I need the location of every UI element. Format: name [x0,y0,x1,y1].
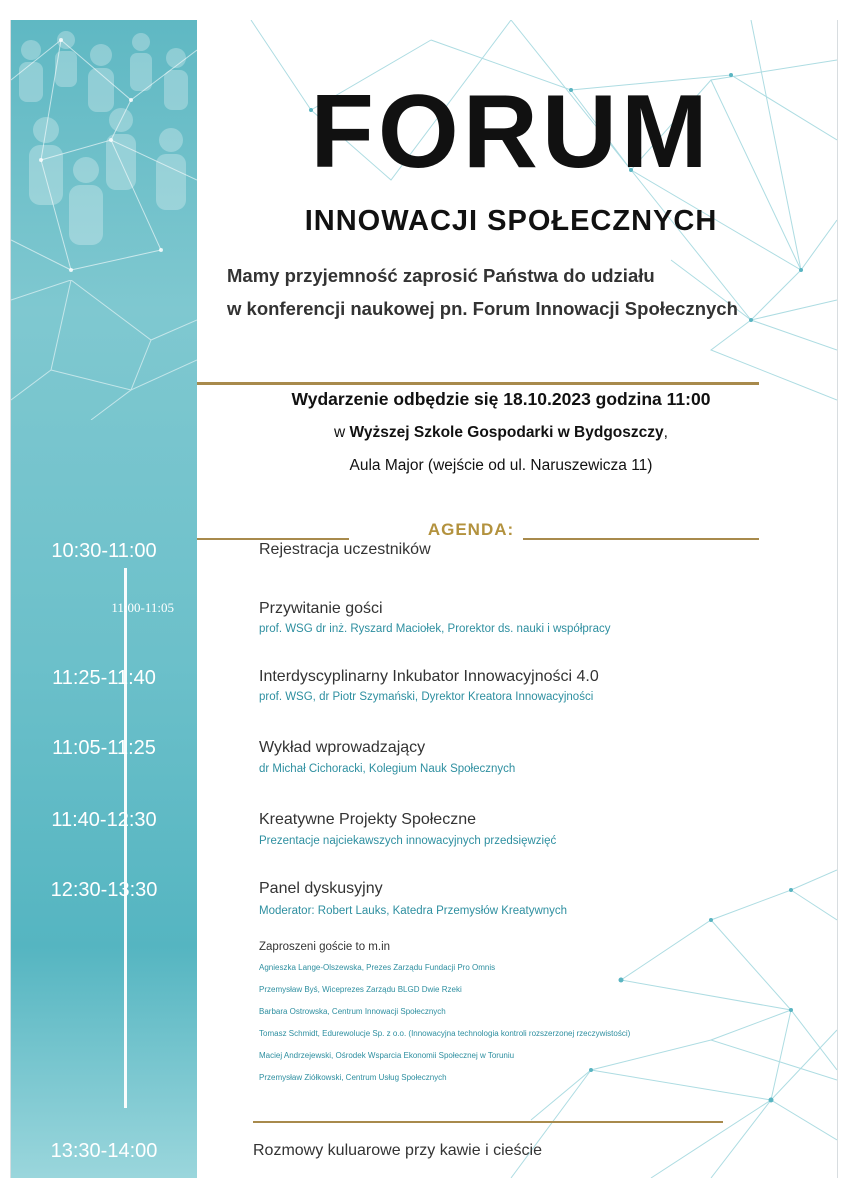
venue-suffix: , [663,424,668,441]
crowd-illustration [11,20,197,280]
guest-list-item: Tomasz Schmidt, Edurewolucje Sp. z o.o. (Innowacyjna technologia kontroli rozszerzonej rzeczywistości) [259,1029,631,1038]
guest-list-item: Przemysław Ziółkowski, Centrum Usług Społecznych [259,1073,447,1082]
guest-list-item: Maciej Andrzejewski, Ośrodek Wsparcia Ekonomii Społecznej w Toruniu [259,1051,515,1060]
agenda-time: 11:40-12:30 [51,809,157,831]
gold-divider-bottom [253,1121,723,1123]
gold-divider-top [197,382,759,385]
agenda-time: 11:25-11:40 [52,667,156,689]
gold-divider-agenda-right [523,538,759,540]
guest-list-item: Przemysław Byś, Wiceprezes Zarządu BLGD Dwie Rzeki [259,985,462,994]
agenda-item-speaker: Moderator: Robert Lauks, Katedra Przemysłów Kreatywnych [259,905,568,917]
page-title: FORUM [310,74,712,190]
page-subtitle: INNOWACJI SPOŁECZNYCH [304,205,718,237]
guest-list-item: Agnieszka Lange-Olszewska, Prezes Zarządu Fundacji Pro Omnis [259,963,496,972]
intro-line-2: w konferencji naukowej pn. Forum Innowacji Społecznych [227,298,738,319]
agenda-heading: AGENDA: [427,520,515,539]
agenda-time: 12:30-13:30 [50,879,158,901]
poster-page [10,20,838,1178]
agenda-item-title: Rejestracja uczestników [259,541,431,558]
event-hall: Aula Major (wejście od ul. Naruszewicza 11) [349,457,653,474]
agenda-item-speaker: Prezentacje najciekawszych innowacyjnych przedsięwzięć [259,835,557,847]
agenda-item-title: Panel dyskusyjny [259,880,383,897]
agenda-item-speaker: prof. WSG dr inż. Ryszard Maciołek, Prorektor ds. nauki i współpracy [259,623,611,635]
guest-list-item: Barbara Ostrowska, Centrum Innowacji Społecznych [259,1007,446,1016]
venue-prefix: w [334,424,350,441]
agenda-item-title: Przywitanie gości [259,600,383,617]
sidebar-network-lines [11,280,197,420]
agenda-item-title: Wykład wprowadzający [259,739,426,756]
agenda-item-title: Kreatywne Projekty Społeczne [259,811,476,828]
agenda-item-title: Interdyscyplinarny Inkubator Innowacyjności 4.0 [259,668,599,685]
timeline-line [124,568,127,1108]
agenda-time: 11:00-11:05 [111,600,174,615]
agenda-item-title: Rozmowy kuluarowe przy kawie i cieście [253,1142,542,1159]
sidebar-panel [11,20,197,1178]
agenda-time: 13:30-14:00 [50,1140,158,1162]
event-date: Wydarzenie odbędzie się 18.10.2023 godzina 11:00 [291,389,711,409]
venue-name: Wyższej Szkole Gospodarki w Bydgoszczy [349,424,664,441]
intro-line-1: Mamy przyjemność zaprosić Państwa do udziału [227,265,655,286]
agenda-item-speaker: dr Michał Cichoracki, Kolegium Nauk Społecznych [259,763,516,775]
agenda-time: 10:30-11:00 [51,540,157,562]
guests-heading: Zaproszeni goście to m.in [259,941,391,953]
agenda-item-speaker: prof. WSG, dr Piotr Szymański, Dyrektor Kreatora Innowacyjności [259,691,594,703]
gold-divider-agenda-left [197,538,349,540]
event-venue [201,424,801,442]
agenda-time: 11:05-11:25 [52,737,156,759]
